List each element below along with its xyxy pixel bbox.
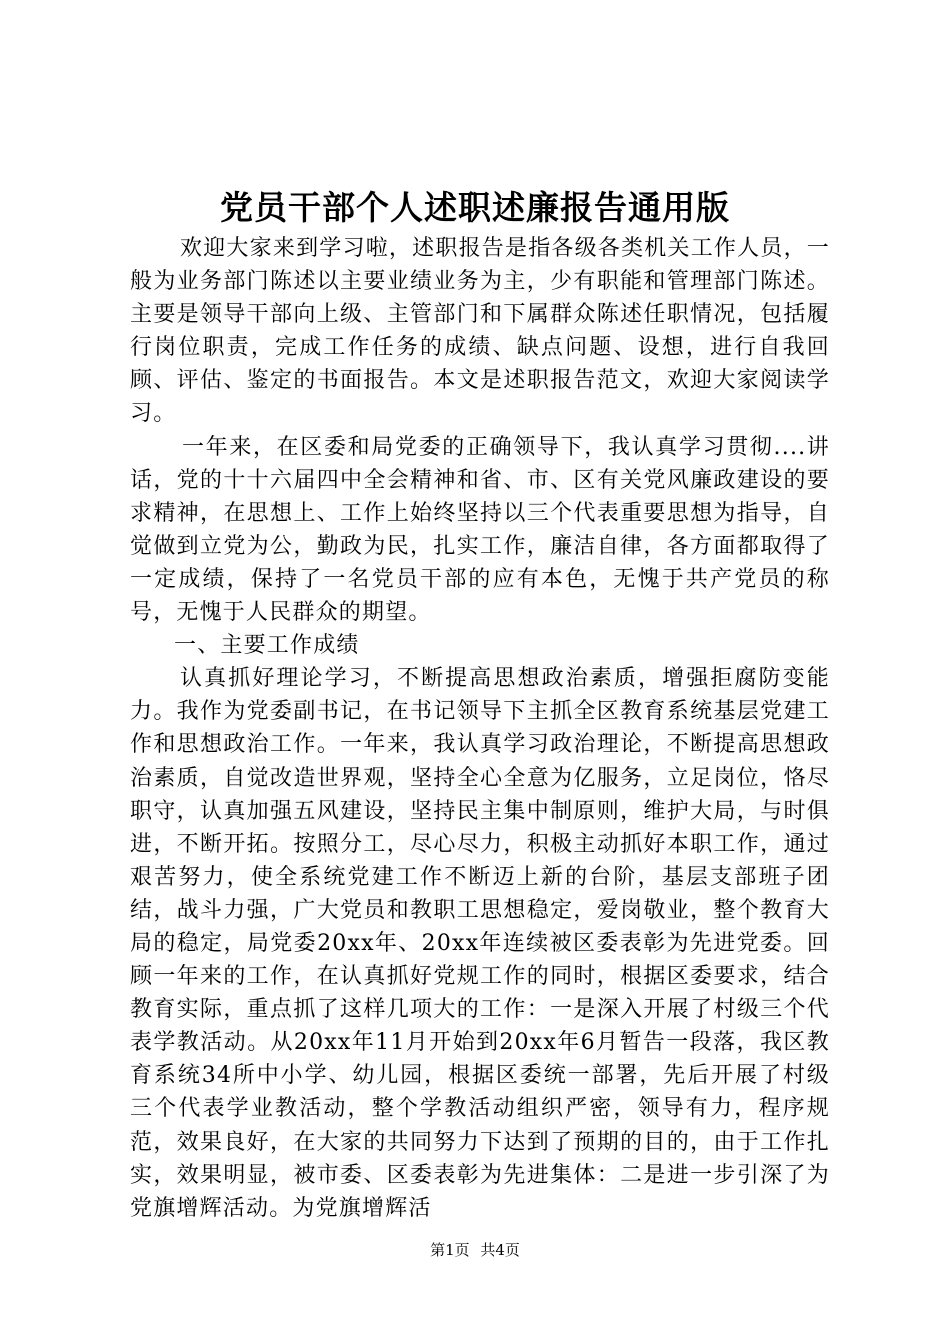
document-body bbox=[130, 232, 830, 1225]
intro-paragraph: 欢迎大家来到学习啦，述职报告是指各级各类机关工作人员，一般为业务部门陈述以主要业绩业务为主，少有职能和管理部门陈述。主要是领导干部向上级、主管部门和下属群众陈述任职情况，包括履行岗位职责，完成工作任务的成绩、缺点问题、设想，进行自我回顾、评估、鉴定的书面报告。本文是述职报告范文，欢迎大家阅读学习。 bbox=[130, 236, 830, 427]
overview-paragraph: 一年来，在区委和局党委的正确领导下，我认真学习贯彻....讲话，党的十十六届四中全会精神和省、市、区有关党风廉政建设的要求精神，在思想上、工作上始终坚持以三个代表重要思想为指导，自觉做到立党为公，勤政为民，扎实工作，廉洁自律，各方面都取得了一定成绩，保持了一名党员干部的应有本色，无愧于共产党员的称号，无愧于人民群众的期望。 bbox=[130, 434, 830, 626]
document-title: 党员干部个人述职述廉报告通用版 bbox=[220, 188, 730, 227]
page-footer: 第1页 共4页 bbox=[430, 1241, 520, 1259]
work-achievements-paragraph: 认真抓好理论学习，不断提高思想政治素质，增强拒腐防变能力。我作为党委副书记，在书记领导下主抓全区教育系统基层党建工作和思想政治工作。一年来，我认真学习政治理论，不断提高思想政治素质，自觉改造世界观，坚持全心全意为亿服务，立足岗位，恪尽职守，认真加强五风建设，坚持民主集中制原则，维护大局，与时俱进，不断开拓。按照分工，尽心尽力，积极主动抓好本职工作，通过艰苦努力，使全系统党建工作不断迈上新的台阶，基层支部班子团结，战斗力强，广大党员和教职工思想稳定，爱岗敬业，整个教育大局的稳定，局党委20xx年、20xx年连续被区委表彰为先进党委。回顾一年来的工作，在认真抓好党规工作的同时，根据区委要求，结合教育实际，重点抓了这样几项大的工作：一是深入开展了村级三个代表学教活动。从20xx年11月开始到20xx年6月暂告一段落，我区教育系统34所中小学、幼儿园，根据区委统一部署，先后开展了村级三个代表学业教活动，整个学教活动组织严密，领导有力，程序规范，效果良好，在大家的共同努力下达到了预期的目的，由于工作扎实，效果明显，被市委、区委表彰为先进集体：二是进一步引深了为党旗增辉活动。为党旗增辉活 bbox=[130, 666, 830, 1221]
section-heading: 一、主要工作成绩 bbox=[174, 633, 360, 659]
